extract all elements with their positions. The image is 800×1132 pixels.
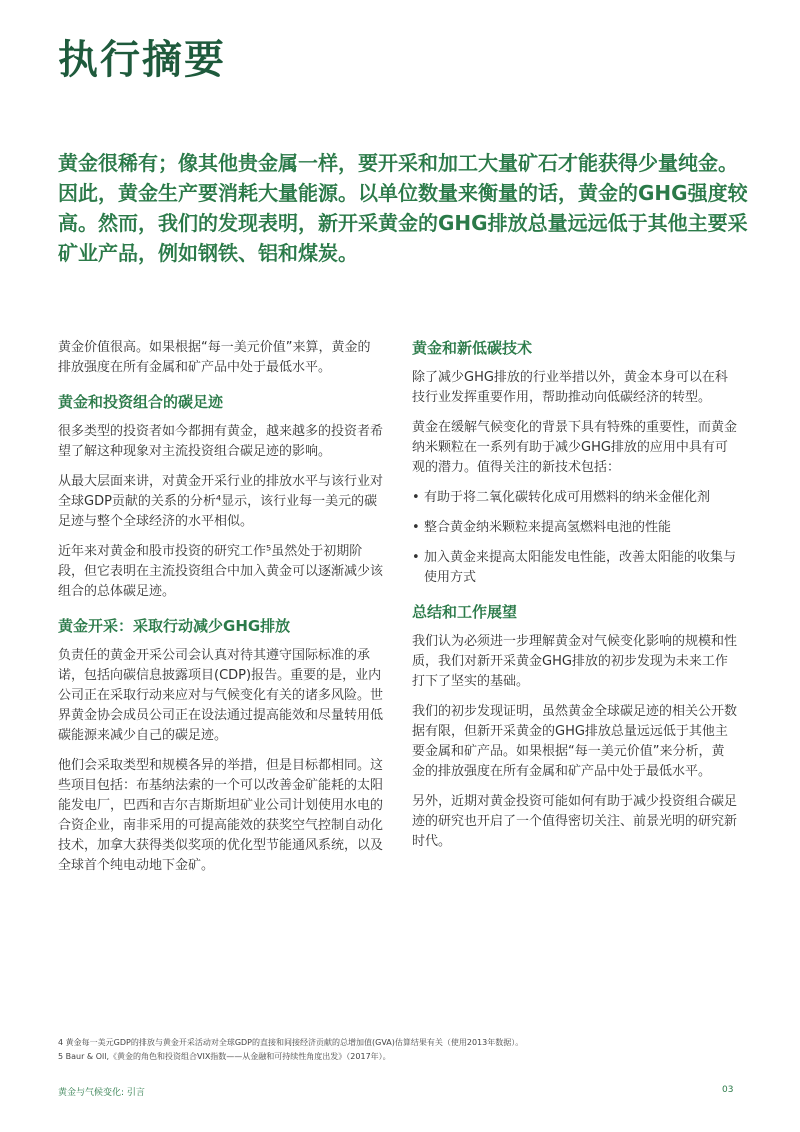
list-item-text: 加入黄金来提高太阳能发电性能，改善太阳能的收集与使用方式 — [424, 550, 737, 585]
list-item-text: 有助于将二氧化碳转化成可用燃料的纳米金催化剂 — [424, 490, 711, 505]
left-column — [58, 338, 383, 886]
footnote-4: 4 黄金每一美元GDP的排放与黄金开采活动对全球GDP的直接和间接经济贡献的总增加值(GVA)估算结果有关（使用2013年数据）。 — [58, 1038, 524, 1047]
list-item-text: 整合黄金纳米颗粒来提高氢燃料电池的性能 — [424, 520, 672, 535]
body-paragraph: 黄金在缓解气候变化的背景下具有特殊的重要性，而黄金纳米颗粒在一系列有助于减少GHG排放的应用中具有可观的潜力。值得关注的新技术包括： — [412, 420, 738, 475]
page-number: 03 — [722, 1085, 734, 1095]
body-paragraph: 他们会采取类型和规模各异的举措，但是目标都相同。这些项目包括：布基纳法索的一个可以改善金矿能耗的太阳能发电厂，巴西和吉尔吉斯斯坦矿业公司计划使用水电的合资企业，南非采用的可提高能效的获奖空气控制自动化技术，加拿大获得类似奖项的优化型节能通风系统，以及全球首个纯电动地下金矿。 — [58, 758, 384, 873]
footnote-5: 5 Baur & Oll,《黄金的角色和投资组合VIX指数——从金融和可持续性角度出发》（2017年）。 — [58, 1052, 391, 1061]
bullet-icon: • — [412, 520, 420, 535]
body-paragraph: 负责任的黄金开采公司会认真对待其遵守国际标准的承诺，包括向碳信息披露项目(CDP)报告。重要的是，业内公司正在采取行动来应对与气候变化有关的诸多风险。世界黄金协会成员公司正在设法通过提高能效和尽量转用低碳能源来减少自己的碳足迹。 — [58, 648, 384, 743]
bullet-icon: • — [412, 550, 420, 565]
list-item — [412, 548, 737, 588]
body-paragraph: 我们认为必须进一步理解黄金对气候变化影响的规模和性质，我们对新开采黄金GHG排放的初步发现为未来工作打下了坚实的基础。 — [412, 634, 738, 689]
right-column — [412, 338, 737, 862]
page-title: 执行摘要 — [58, 37, 226, 83]
body-paragraph: 很多类型的投资者如今都拥有黄金，越来越多的投资者希望了解这种现象对主流投资组合碳足迹的影响。 — [58, 424, 384, 459]
section-heading-portfolio-footprint: 黄金和投资组合的碳足迹 — [58, 393, 224, 411]
section-heading-low-carbon-tech: 黄金和新低碳技术 — [412, 339, 533, 357]
body-paragraph: 另外，近期对黄金投资可能如何有助于减少投资组合碳足迹的研究也开启了一个值得密切关注、前景光明的研究新时代。 — [412, 794, 738, 849]
lead-paragraph: 黄金很稀有；像其他贵金属一样，要开采和加工大量矿石才能获得少量纯金。因此，黄金生产要消耗大量能源。以单位数量来衡量的话，黄金的GHG强度较高。然而，我们的发现表明，新开采黄金的GHG排放总量远远低于其他主要采矿业产品，例如钢铁、铝和煤炭。 — [58, 151, 748, 265]
technology-list — [412, 488, 737, 588]
body-paragraph: 除了减少GHG排放的行业举措以外，黄金本身可以在科技行业发挥重要作用，帮助推动向低碳经济的转型。 — [412, 370, 728, 405]
section-heading-mining-action: 黄金开采：采取行动减少GHG排放 — [58, 617, 291, 635]
footer-title: 黄金与气候变化: 引言 — [58, 1088, 145, 1098]
body-paragraph: 近年来对黄金和股市投资的研究工作⁵虽然处于初期阶段，但它表明在主流投资组合中加入黄金可以逐渐减少该组合的总体碳足迹。 — [58, 544, 384, 599]
section-heading-conclusion: 总结和工作展望 — [412, 603, 518, 621]
intro-paragraph: 黄金价值很高。如果根据“每一美元价值”来算，黄金的排放强度在所有金属和矿产品中处于最低水平。 — [58, 340, 371, 375]
body-paragraph: 我们的初步发现证明，虽然黄金全球碳足迹的相关公开数据有限，但新开采黄金的GHG排放总量远远低于其他主要金属和矿产品。如果根据“每一美元价值”来分析，黄金的排放强度在所有金属和矿产品中处于最低水平。 — [412, 704, 738, 779]
list-item — [412, 488, 737, 508]
body-paragraph: 从最大层面来讲，对黄金开采行业的排放水平与该行业对全球GDP贡献的关系的分析⁴显示，该行业每一美元的碳足迹与整个全球经济的水平相似。 — [58, 474, 384, 529]
footnotes — [58, 1036, 758, 1064]
bullet-icon: • — [412, 490, 420, 505]
list-item — [412, 518, 737, 538]
